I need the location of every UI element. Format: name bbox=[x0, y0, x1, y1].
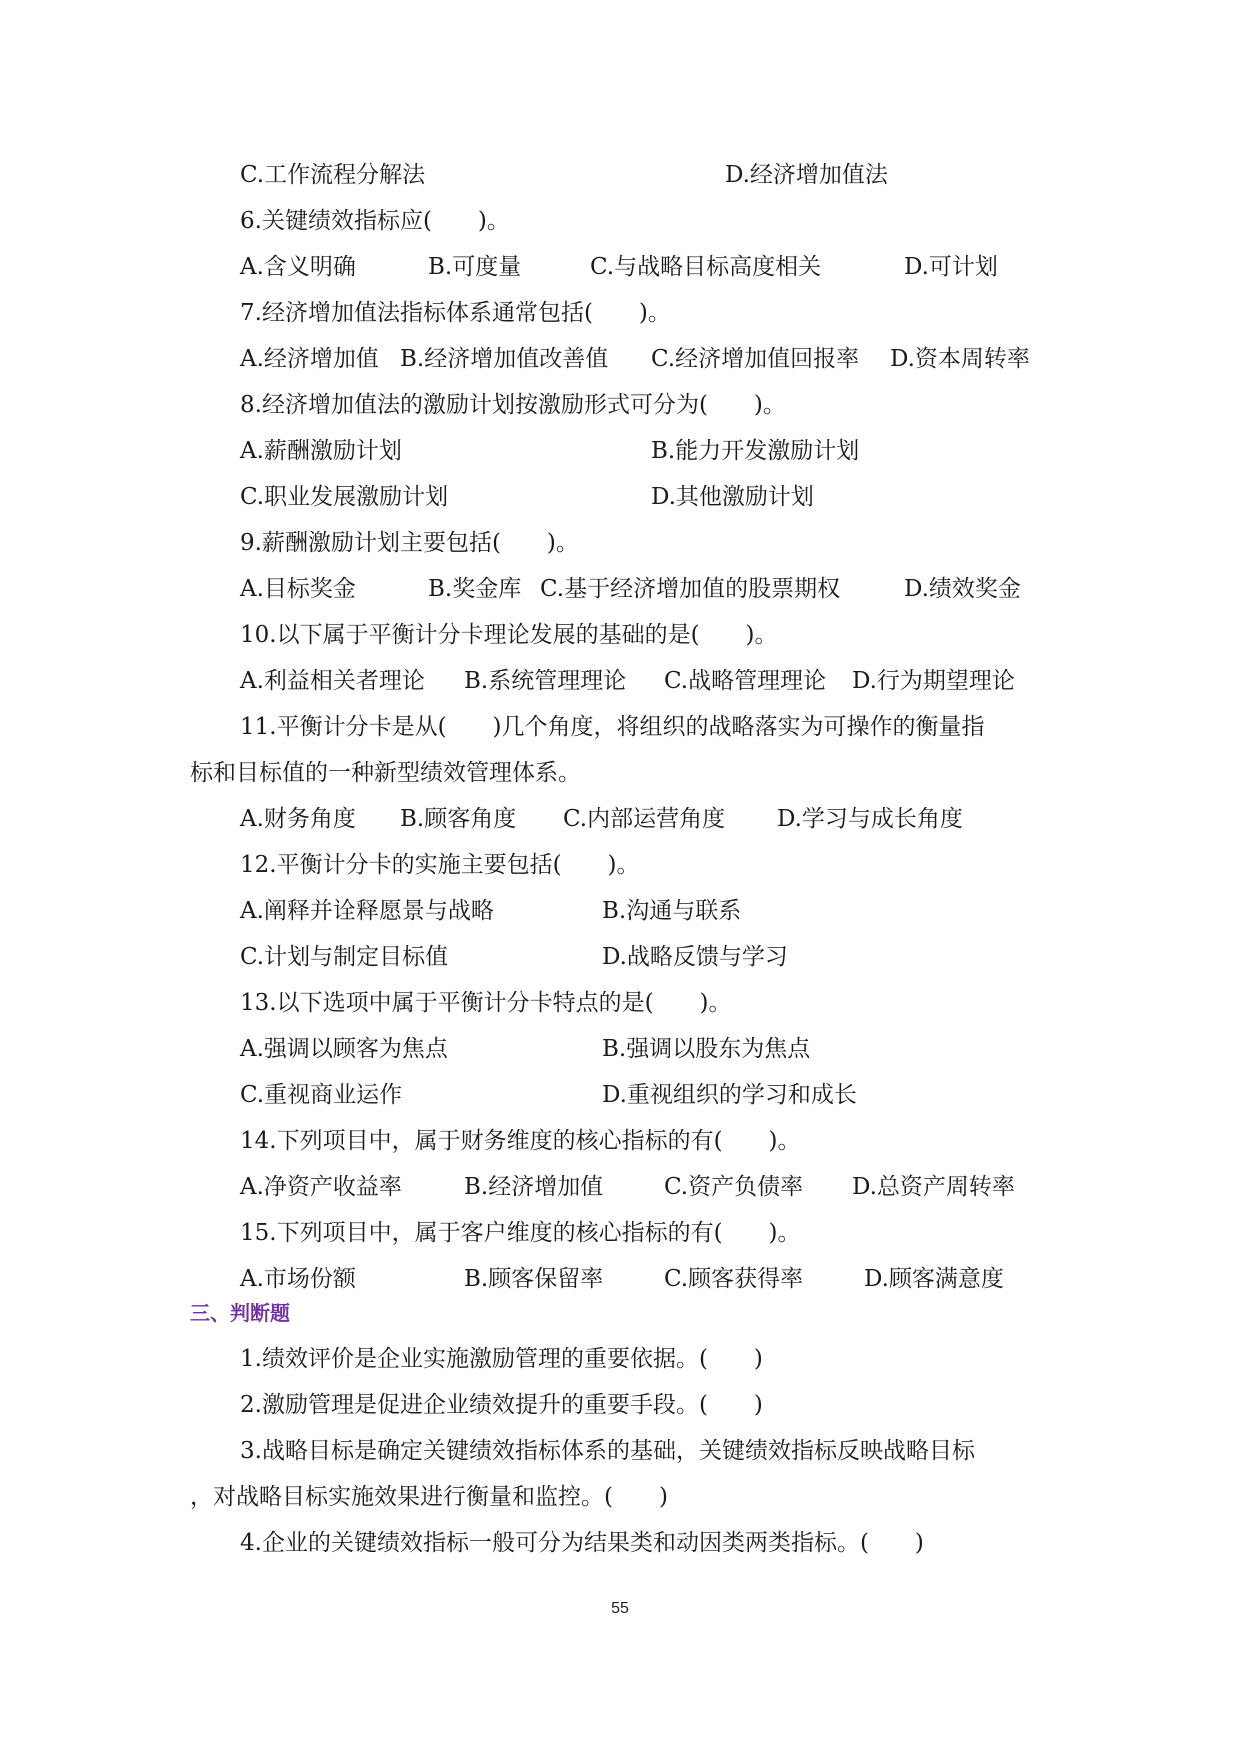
option-row bbox=[0, 796, 1240, 842]
option-row bbox=[0, 474, 1240, 520]
judgment-text: 1.绩效评价是企业实施激励管理的重要依据。( ) bbox=[240, 1346, 763, 1372]
option-item: D.总资产周转率 bbox=[852, 1174, 1015, 1200]
option-item: D.资本周转率 bbox=[890, 346, 1030, 372]
option-item: A.经济增加值 bbox=[240, 346, 379, 372]
option-item: A.净资产收益率 bbox=[240, 1174, 402, 1200]
question-text: 标和目标值的一种新型绩效管理体系。 bbox=[190, 760, 581, 786]
option-item: A.利益相关者理论 bbox=[240, 668, 425, 694]
judgment-text: 4.企业的关键绩效指标一般可分为结果类和动因类两类指标。( ) bbox=[240, 1530, 924, 1556]
option-item: B.系统管理理论 bbox=[464, 668, 627, 694]
option-item: C.重视商业运作 bbox=[240, 1082, 403, 1108]
option-row bbox=[0, 934, 1240, 980]
option-item: A.目标奖金 bbox=[240, 576, 356, 602]
question-text: 13.以下选项中属于平衡计分卡特点的是( )。 bbox=[240, 990, 732, 1016]
option-row bbox=[0, 152, 1240, 198]
option-row bbox=[0, 336, 1240, 382]
question-stem bbox=[0, 980, 1240, 1026]
option-item: A.市场份额 bbox=[240, 1266, 356, 1292]
judgment-text: 3.战略目标是确定关键绩效指标体系的基础，关键绩效指标反映战略目标 bbox=[240, 1438, 975, 1464]
option-item: C.与战略目标高度相关 bbox=[590, 254, 822, 280]
question-text: 8.经济增加值法的激励计划按激励形式可分为( )。 bbox=[240, 392, 786, 418]
option-row bbox=[0, 1256, 1240, 1302]
option-item: A.阐释并诠释愿景与战略 bbox=[240, 898, 494, 924]
option-item: D.经济增加值法 bbox=[725, 162, 888, 188]
option-row bbox=[0, 1072, 1240, 1118]
option-item: A.强调以顾客为焦点 bbox=[240, 1036, 448, 1062]
option-item: B.可度量 bbox=[428, 254, 522, 280]
option-item: C.内部运营角度 bbox=[563, 806, 726, 832]
option-item: D.可计划 bbox=[904, 254, 998, 280]
option-item: B.奖金库 bbox=[428, 576, 522, 602]
option-item: C.职业发展激励计划 bbox=[240, 484, 449, 510]
option-row bbox=[0, 566, 1240, 612]
question-stem bbox=[0, 704, 1240, 750]
option-item: D.顾客满意度 bbox=[864, 1266, 1004, 1292]
option-item: B.强调以股东为焦点 bbox=[602, 1036, 811, 1062]
question-stem bbox=[0, 612, 1240, 658]
option-item: D.战略反馈与学习 bbox=[602, 944, 788, 970]
option-item: A.含义明确 bbox=[240, 254, 356, 280]
option-item: C.基于经济增加值的股票期权 bbox=[540, 576, 841, 602]
question-stem bbox=[0, 1118, 1240, 1164]
question-text: 15.下列项目中，属于客户维度的核心指标的有( )。 bbox=[240, 1220, 801, 1246]
judgment-item bbox=[0, 1428, 1240, 1474]
question-stem bbox=[0, 382, 1240, 428]
option-item: D.行为期望理论 bbox=[852, 668, 1015, 694]
option-row bbox=[0, 658, 1240, 704]
question-stem bbox=[0, 520, 1240, 566]
option-row bbox=[0, 428, 1240, 474]
question-stem-continuation bbox=[0, 750, 1240, 796]
option-item: B.经济增加值 bbox=[464, 1174, 604, 1200]
option-item: D.重视组织的学习和成长 bbox=[602, 1082, 857, 1108]
option-item: B.顾客保留率 bbox=[464, 1266, 604, 1292]
option-item: C.战略管理理论 bbox=[664, 668, 827, 694]
option-item: B.能力开发激励计划 bbox=[651, 438, 860, 464]
judgment-item bbox=[0, 1382, 1240, 1428]
question-stem bbox=[0, 1210, 1240, 1256]
question-text: 9.薪酬激励计划主要包括( )。 bbox=[240, 530, 579, 556]
question-stem bbox=[0, 842, 1240, 888]
option-item: C.工作流程分解法 bbox=[240, 162, 426, 188]
option-item: C.经济增加值回报率 bbox=[651, 346, 860, 372]
question-stem bbox=[0, 290, 1240, 336]
option-item: D.其他激励计划 bbox=[651, 484, 814, 510]
option-item: C.计划与制定目标值 bbox=[240, 944, 449, 970]
option-item: B.顾客角度 bbox=[400, 806, 517, 832]
option-row bbox=[0, 244, 1240, 290]
question-text: 14.下列项目中，属于财务维度的核心指标的有( )。 bbox=[240, 1128, 801, 1154]
judgment-item bbox=[0, 1336, 1240, 1382]
option-row bbox=[0, 1164, 1240, 1210]
option-item: D.绩效奖金 bbox=[904, 576, 1021, 602]
question-text: 11.平衡计分卡是从( )几个角度，将组织的战略落实为可操作的衡量指 bbox=[240, 714, 985, 740]
judgment-text: ，对战略目标实施效果进行衡量和监控。( ) bbox=[190, 1484, 668, 1510]
question-text: 10.以下属于平衡计分卡理论发展的基础的是( )。 bbox=[240, 622, 778, 648]
section-heading: 三、判断题 bbox=[190, 1301, 290, 1325]
option-item: C.顾客获得率 bbox=[664, 1266, 804, 1292]
option-row bbox=[0, 888, 1240, 934]
page-number: 55 bbox=[611, 1600, 629, 1617]
judgment-text: 2.激励管理是促进企业绩效提升的重要手段。( ) bbox=[240, 1392, 763, 1418]
option-item: B.经济增加值改善值 bbox=[400, 346, 609, 372]
question-stem bbox=[0, 198, 1240, 244]
option-item: B.沟通与联系 bbox=[602, 898, 742, 924]
question-text: 7.经济增加值法指标体系通常包括( )。 bbox=[240, 300, 671, 326]
option-item: D.学习与成长角度 bbox=[777, 806, 963, 832]
option-item: A.财务角度 bbox=[240, 806, 356, 832]
judgment-item bbox=[0, 1474, 1240, 1520]
option-item: C.资产负债率 bbox=[664, 1174, 804, 1200]
question-text: 6.关键绩效指标应( )。 bbox=[240, 208, 510, 234]
question-text: 12.平衡计分卡的实施主要包括( )。 bbox=[240, 852, 640, 878]
judgment-item bbox=[0, 1520, 1240, 1566]
option-row bbox=[0, 1026, 1240, 1072]
option-item: A.薪酬激励计划 bbox=[240, 438, 402, 464]
